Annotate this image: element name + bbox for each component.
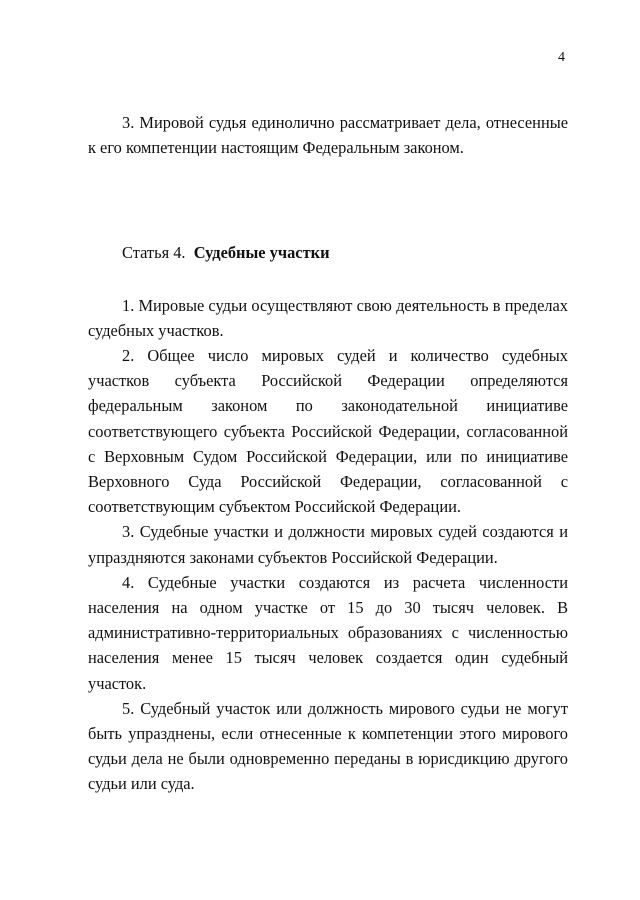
article-paragraph-2: 2. Общее число мировых судей и количество судебных участков субъекта Российской Федерации определяются федеральным законом по законодательной инициативе соответствующего субъекта Российской Федерации, согласованной с Верховным Судом Российской Федерации, или по инициативе Верховного Суда Российской Федерации, согласованной с соответствующим субъектом Российской Федерации. [88, 346, 568, 517]
document-body [88, 110, 568, 797]
article-label: Статья 4. [122, 243, 186, 263]
intro-paragraph: 3. Мировой судья единолично рассматривает дела, отнесенные к его компетенции настоящим Федеральным законом. [88, 113, 568, 158]
article-paragraph-1: 1. Мировые судьи осуществляют свою деятельность в пределах судебных участков. [88, 295, 568, 340]
article-paragraph-5: 5. Судебный участок или должность мирового судьи не могут быть упразднены, если отнесенные к компетенции этого мирового судьи дела не были одновременно переданы в юрисдикцию другого судьи или суда. [88, 698, 568, 794]
article-paragraph-4: 4. Судебные участки создаются из расчета численности населения на одном участке от 15 до 30 тысяч человек. В административно-территориальных образованиях с численностью населения менее 15 тысяч человек создается один судебный участок. [88, 572, 568, 693]
article-title: Судебные участки [193, 243, 330, 263]
page-number: 4 [558, 50, 565, 65]
article-paragraph-3: 3. Судебные участки и должности мировых судей создаются и упраздняются законами субъектов Российской Федерации. [88, 522, 568, 567]
article-heading [88, 240, 568, 265]
